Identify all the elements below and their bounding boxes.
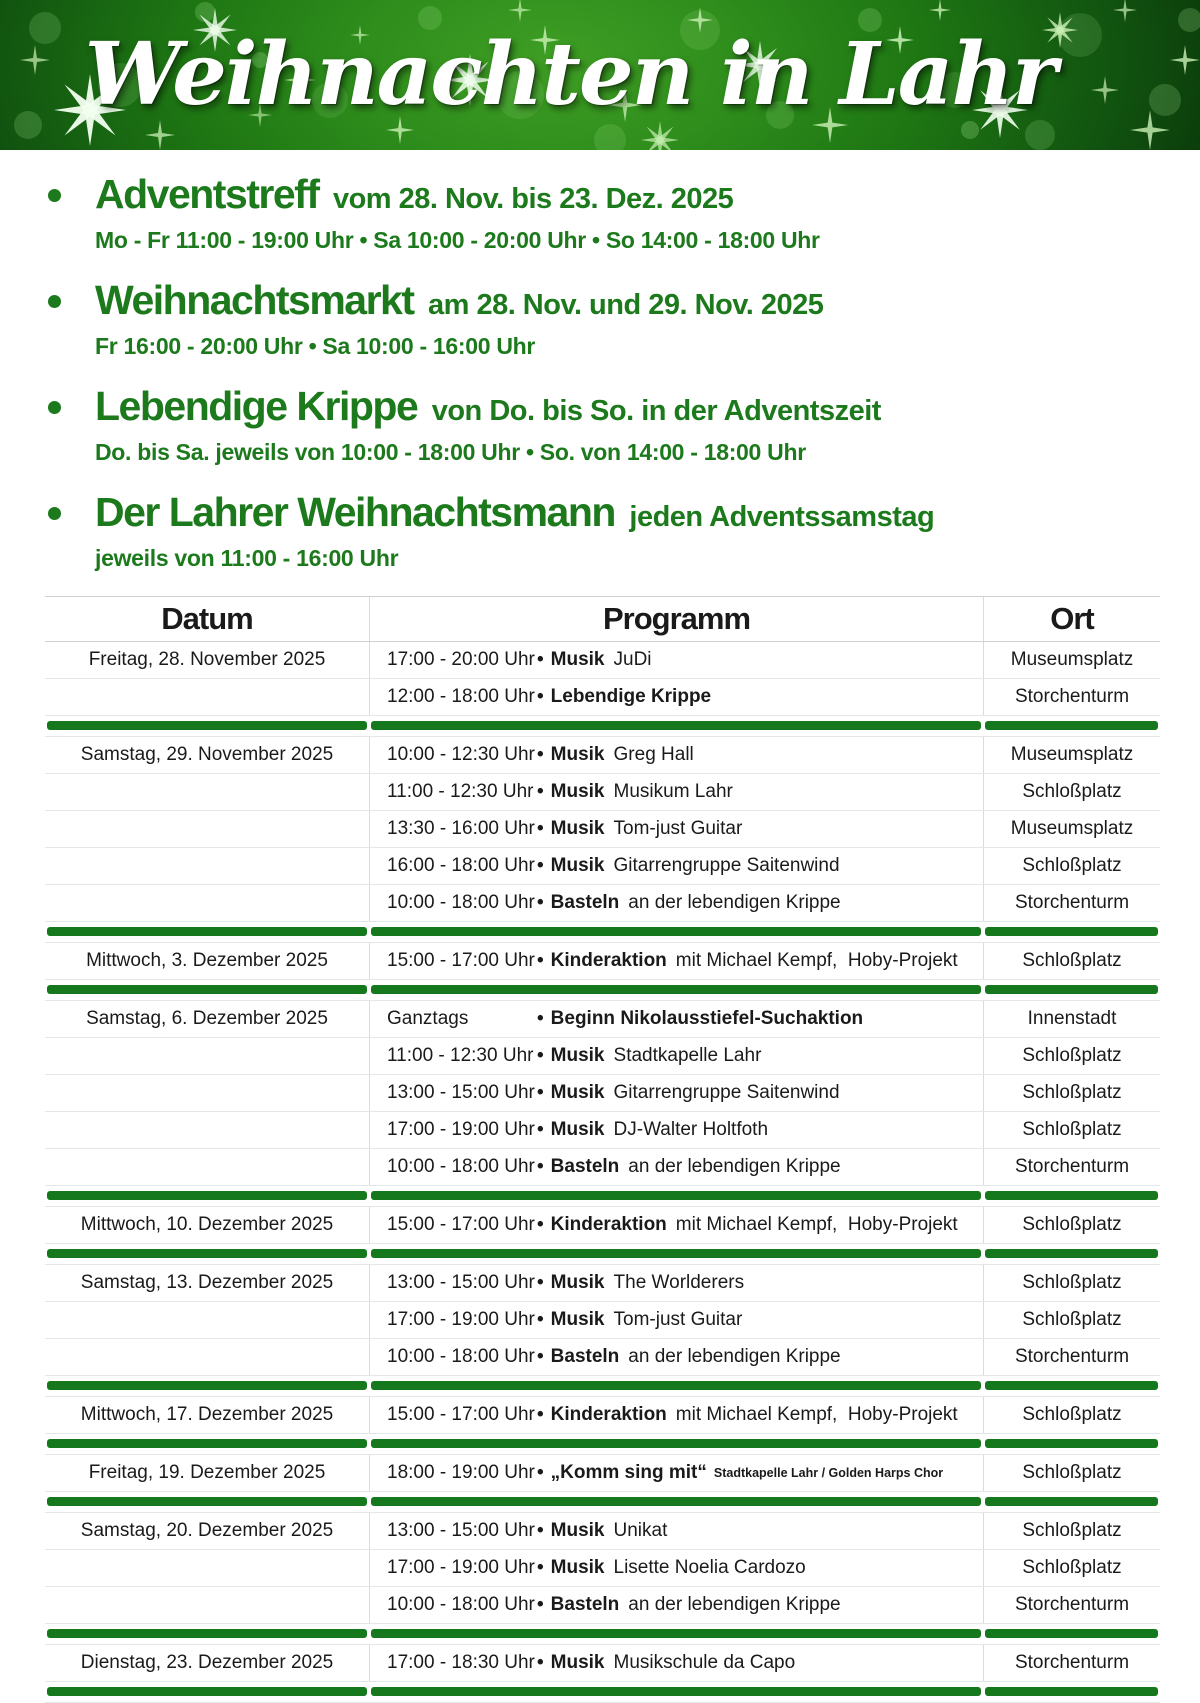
date-cell	[45, 774, 369, 810]
group-separator	[45, 922, 1160, 943]
program-time: 13:30 - 16:00 Uhr	[387, 818, 535, 839]
group-separator	[45, 1376, 1160, 1397]
event-subtitle: jeden Adventssamstag	[629, 501, 935, 533]
date-cell	[45, 885, 369, 921]
program-bullet-icon: •	[537, 1520, 544, 1541]
group-separator	[45, 1244, 1160, 1265]
table-row	[45, 774, 1160, 811]
separator-bar	[47, 1629, 367, 1638]
program-bullet-icon: •	[537, 1008, 544, 1029]
separator-bar	[371, 1249, 981, 1258]
program-time: 16:00 - 18:00 Uhr	[387, 855, 535, 876]
program-cell	[369, 1302, 983, 1338]
program-time: 18:00 - 19:00 Uhr	[387, 1462, 535, 1483]
date-cell	[45, 811, 369, 847]
program-cell	[369, 642, 983, 678]
program-label: Musik	[550, 1119, 605, 1140]
date-cell	[45, 1587, 369, 1623]
date-cell	[45, 1339, 369, 1375]
table-row	[45, 1265, 1160, 1302]
bullet-icon	[48, 507, 61, 520]
ort-cell: Storchenturm	[983, 1645, 1160, 1681]
table-row	[45, 737, 1160, 774]
program-detail: Lisette Noelia Cardozo	[613, 1557, 806, 1578]
program-cell	[369, 1397, 983, 1433]
date-cell: Mittwoch, 3. Dezember 2025	[86, 950, 328, 971]
program-cell	[369, 1339, 983, 1375]
bullet-icon	[48, 401, 61, 414]
program-detail: mit Michael Kempf, Hoby-Projekt	[675, 1404, 958, 1425]
group-separator	[45, 1682, 1160, 1703]
separator-bar	[985, 1439, 1158, 1448]
program-cell	[369, 848, 983, 884]
date-cell: Dienstag, 23. Dezember 2025	[80, 1652, 334, 1673]
separator-bar	[985, 927, 1158, 936]
ort-cell: Schloßplatz	[983, 1075, 1160, 1111]
program-cell	[369, 1550, 983, 1586]
separator-bar	[985, 1191, 1158, 1200]
date-cell: Mittwoch, 10. Dezember 2025	[80, 1214, 334, 1235]
program-bullet-icon: •	[537, 781, 544, 802]
program-time: 15:00 - 17:00 Uhr	[387, 1214, 535, 1235]
program-time: 13:00 - 15:00 Uhr	[387, 1520, 535, 1541]
event-title: Adventstreff	[95, 171, 319, 217]
table-row	[45, 1112, 1160, 1149]
program-detail: Musikschule da Capo	[613, 1652, 796, 1673]
ort-cell: Schloßplatz	[983, 848, 1160, 884]
table-row	[45, 1038, 1160, 1075]
program-time: 10:00 - 12:30 Uhr	[387, 744, 535, 765]
program-detail: Unikat	[613, 1520, 668, 1541]
program-label: Musik	[550, 818, 605, 839]
program-cell	[369, 1455, 983, 1491]
event-item	[48, 172, 1200, 254]
program-bullet-icon: •	[537, 855, 544, 876]
table-row	[45, 1302, 1160, 1339]
separator-bar	[47, 1687, 367, 1696]
table-row	[45, 943, 1160, 980]
program-label: Musik	[550, 1309, 605, 1330]
date-cell: Samstag, 6. Dezember 2025	[86, 1008, 328, 1029]
program-label: Beginn Nikolausstiefel-Suchaktion	[550, 1008, 864, 1029]
program-detail: Stadtkapelle Lahr	[613, 1045, 762, 1066]
table-row	[45, 1587, 1160, 1624]
separator-bar	[371, 1381, 981, 1390]
program-cell	[369, 1645, 983, 1681]
ort-cell: Schloßplatz	[983, 1455, 1160, 1491]
separator-bar	[985, 1497, 1158, 1506]
program-label: Basteln	[550, 892, 620, 913]
program-time: 10:00 - 18:00 Uhr	[387, 892, 535, 913]
ort-cell: Innenstadt	[983, 1001, 1160, 1037]
program-cell	[369, 1038, 983, 1074]
program-bullet-icon: •	[537, 892, 544, 913]
program-label: Musik	[550, 1272, 605, 1293]
group-separator	[45, 1434, 1160, 1455]
separator-bar	[47, 1439, 367, 1448]
program-cell	[369, 679, 983, 715]
separator-bar	[371, 1191, 981, 1200]
ort-cell: Schloßplatz	[983, 1397, 1160, 1433]
program-cell	[369, 1001, 983, 1037]
bokeh-dot	[1149, 84, 1181, 116]
table-row	[45, 642, 1160, 679]
program-time: 17:00 - 18:30 Uhr	[387, 1652, 535, 1673]
event-item	[48, 490, 1200, 572]
table-row	[45, 1455, 1160, 1492]
ort-cell: Museumsplatz	[983, 642, 1160, 678]
table-header-row	[45, 596, 1160, 642]
program-label: Kinderaktion	[550, 950, 667, 971]
program-detail: an der lebendigen Krippe	[628, 1346, 841, 1367]
header-programm: Programm	[369, 597, 983, 641]
program-bullet-icon: •	[537, 1404, 544, 1425]
program-time: 13:00 - 15:00 Uhr	[387, 1082, 535, 1103]
program-bullet-icon: •	[537, 1346, 544, 1367]
ort-cell: Museumsplatz	[983, 737, 1160, 773]
date-cell	[45, 1550, 369, 1586]
program-cell	[369, 811, 983, 847]
table-row	[45, 1339, 1160, 1376]
ort-cell: Schloßplatz	[983, 1550, 1160, 1586]
program-cell	[369, 885, 983, 921]
table-row	[45, 811, 1160, 848]
program-time: 17:00 - 20:00 Uhr	[387, 649, 535, 670]
ort-cell: Schloßplatz	[983, 774, 1160, 810]
program-detail: Gitarrengruppe Saitenwind	[613, 1082, 840, 1103]
program-time: 15:00 - 17:00 Uhr	[387, 950, 535, 971]
separator-bar	[985, 721, 1158, 730]
program-label: Musik	[550, 744, 605, 765]
program-detail: mit Michael Kempf, Hoby-Projekt	[675, 950, 958, 971]
events-list	[0, 150, 1200, 572]
program-detail: Greg Hall	[613, 744, 694, 765]
program-cell	[369, 1587, 983, 1623]
program-time: 17:00 - 19:00 Uhr	[387, 1119, 535, 1140]
program-label: Musik	[550, 1045, 605, 1066]
program-bullet-icon: •	[537, 1652, 544, 1673]
program-detail: an der lebendigen Krippe	[628, 1156, 841, 1177]
program-label: Musik	[550, 1652, 605, 1673]
separator-bar	[985, 1381, 1158, 1390]
event-title: Weihnachtsmarkt	[95, 277, 414, 323]
program-bullet-icon: •	[537, 1156, 544, 1177]
program-time: Ganztags	[387, 1008, 469, 1029]
banner	[0, 0, 1200, 150]
bullet-icon	[48, 295, 61, 308]
program-label: Basteln	[550, 1346, 620, 1367]
ort-cell: Storchenturm	[983, 1339, 1160, 1375]
program-bullet-icon: •	[537, 744, 544, 765]
event-times: Mo - Fr 11:00 - 19:00 Uhr • Sa 10:00 - 20:00 Uhr • So 14:00 - 18:00 Uhr	[95, 227, 820, 253]
program-bullet-icon: •	[537, 1309, 544, 1330]
table-row	[45, 1397, 1160, 1434]
date-cell: Freitag, 19. Dezember 2025	[88, 1462, 326, 1483]
program-label: „Komm sing mit“	[550, 1462, 707, 1483]
table-body	[45, 642, 1160, 1703]
program-cell	[369, 737, 983, 773]
program-label: Kinderaktion	[550, 1214, 667, 1235]
table-row	[45, 1075, 1160, 1112]
program-time: 15:00 - 17:00 Uhr	[387, 1404, 535, 1425]
header-datum: Datum	[161, 601, 253, 636]
group-separator	[45, 1186, 1160, 1207]
group-separator	[45, 1492, 1160, 1513]
schedule-table	[45, 596, 1160, 1703]
program-detail: The Worlderers	[613, 1272, 745, 1293]
program-bullet-icon: •	[537, 1119, 544, 1140]
ort-cell: Schloßplatz	[983, 1038, 1160, 1074]
ort-cell: Storchenturm	[983, 1149, 1160, 1185]
date-cell: Freitag, 28. November 2025	[88, 649, 326, 670]
program-label: Musik	[550, 855, 605, 876]
event-item	[48, 278, 1200, 360]
program-cell	[369, 1207, 983, 1243]
event-subtitle: vom 28. Nov. bis 23. Dez. 2025	[332, 183, 734, 215]
program-cell	[369, 1265, 983, 1301]
program-cell	[369, 1513, 983, 1549]
separator-bar	[47, 985, 367, 994]
program-label: Basteln	[550, 1156, 620, 1177]
ort-cell: Schloßplatz	[983, 1513, 1160, 1549]
event-title: Der Lahrer Weihnachtsmann	[95, 489, 615, 535]
program-detail: Gitarrengruppe Saitenwind	[613, 855, 840, 876]
event-subtitle: am 28. Nov. und 29. Nov. 2025	[427, 289, 824, 321]
event-times: Fr 16:00 - 20:00 Uhr • Sa 10:00 - 16:00 Uhr	[95, 333, 536, 359]
program-bullet-icon: •	[537, 818, 544, 839]
program-bullet-icon: •	[537, 1082, 544, 1103]
event-times: Do. bis Sa. jeweils von 10:00 - 18:00 Uhr • So. von 14:00 - 18:00 Uhr	[95, 439, 806, 465]
table-row	[45, 1645, 1160, 1682]
program-bullet-icon: •	[537, 1462, 544, 1483]
date-cell: Mittwoch, 17. Dezember 2025	[80, 1404, 334, 1425]
table-row	[45, 1550, 1160, 1587]
ort-cell: Schloßplatz	[983, 1112, 1160, 1148]
group-separator	[45, 980, 1160, 1001]
ort-cell: Storchenturm	[983, 885, 1160, 921]
page-title: Weihnachten in Lahr	[84, 24, 1056, 125]
program-time: 10:00 - 18:00 Uhr	[387, 1156, 535, 1177]
program-label: Kinderaktion	[550, 1404, 667, 1425]
program-time: 13:00 - 15:00 Uhr	[387, 1272, 535, 1293]
bokeh-dot	[1178, 8, 1200, 32]
program-bullet-icon: •	[537, 950, 544, 971]
event-title: Lebendige Krippe	[95, 383, 418, 429]
separator-bar	[371, 721, 981, 730]
separator-bar	[47, 1249, 367, 1258]
program-detail: an der lebendigen Krippe	[628, 1594, 841, 1615]
ort-cell: Storchenturm	[983, 679, 1160, 715]
group-separator	[45, 1624, 1160, 1645]
separator-bar	[371, 985, 981, 994]
program-label: Lebendige Krippe	[550, 686, 712, 707]
program-detail: mit Michael Kempf, Hoby-Projekt	[675, 1214, 958, 1235]
program-detail: Tom-just Guitar	[613, 1309, 743, 1330]
date-cell: Samstag, 29. November 2025	[80, 744, 334, 765]
table-row	[45, 1149, 1160, 1186]
bullet-icon	[48, 189, 61, 202]
ort-cell: Schloßplatz	[983, 943, 1160, 979]
separator-bar	[371, 1439, 981, 1448]
program-bullet-icon: •	[537, 686, 544, 707]
program-label: Musik	[550, 1082, 605, 1103]
ort-cell: Schloßplatz	[983, 1302, 1160, 1338]
program-bullet-icon: •	[537, 1214, 544, 1235]
program-detail: JuDi	[613, 649, 652, 670]
program-detail: Tom-just Guitar	[613, 818, 743, 839]
separator-bar	[371, 1629, 981, 1638]
ort-cell: Schloßplatz	[983, 1207, 1160, 1243]
program-label: Musik	[550, 649, 605, 670]
separator-bar	[47, 1497, 367, 1506]
ort-cell: Museumsplatz	[983, 811, 1160, 847]
program-time: 12:00 - 18:00 Uhr	[387, 686, 535, 707]
program-detail: DJ-Walter Holtfoth	[613, 1119, 769, 1140]
program-cell	[369, 1149, 983, 1185]
program-detail: an der lebendigen Krippe	[628, 892, 841, 913]
separator-bar	[47, 1381, 367, 1390]
program-label: Basteln	[550, 1594, 620, 1615]
table-row	[45, 1513, 1160, 1550]
date-cell	[45, 1075, 369, 1111]
event-times: jeweils von 11:00 - 16:00 Uhr	[95, 545, 399, 571]
program-bullet-icon: •	[537, 1045, 544, 1066]
table-row	[45, 848, 1160, 885]
date-cell	[45, 1038, 369, 1074]
separator-bar	[47, 927, 367, 936]
header-ort: Ort	[983, 597, 1160, 641]
separator-bar	[985, 1249, 1158, 1258]
table-row	[45, 1001, 1160, 1038]
event-item	[48, 384, 1200, 466]
separator-bar	[371, 1687, 981, 1696]
separator-bar	[47, 721, 367, 730]
program-cell	[369, 943, 983, 979]
date-cell: Samstag, 13. Dezember 2025	[80, 1272, 334, 1293]
separator-bar	[47, 1191, 367, 1200]
program-time: 10:00 - 18:00 Uhr	[387, 1594, 535, 1615]
date-cell	[45, 679, 369, 715]
event-subtitle: von Do. bis So. in der Adventszeit	[431, 395, 881, 427]
separator-bar	[985, 1687, 1158, 1696]
separator-bar	[985, 985, 1158, 994]
program-bullet-icon: •	[537, 1272, 544, 1293]
program-label: Musik	[550, 781, 605, 802]
date-cell	[45, 1149, 369, 1185]
program-cell	[369, 1075, 983, 1111]
ort-cell: Schloßplatz	[983, 1265, 1160, 1301]
table-row	[45, 1207, 1160, 1244]
program-time: 11:00 - 12:30 Uhr	[387, 1045, 534, 1066]
program-time: 10:00 - 18:00 Uhr	[387, 1346, 535, 1367]
program-time: 11:00 - 12:30 Uhr	[387, 781, 534, 802]
separator-bar	[371, 1497, 981, 1506]
program-time: 17:00 - 19:00 Uhr	[387, 1557, 535, 1578]
program-bullet-icon: •	[537, 1557, 544, 1578]
table-row	[45, 679, 1160, 716]
ort-cell: Storchenturm	[983, 1587, 1160, 1623]
table-row	[45, 885, 1160, 922]
date-cell	[45, 1302, 369, 1338]
program-cell	[369, 1112, 983, 1148]
program-bullet-icon: •	[537, 649, 544, 670]
program-detail: Musikum Lahr	[613, 781, 733, 802]
program-label: Musik	[550, 1557, 605, 1578]
program-time: 17:00 - 19:00 Uhr	[387, 1309, 535, 1330]
sparkle-icon	[1170, 45, 1200, 75]
date-cell	[45, 1112, 369, 1148]
program-bullet-icon: •	[537, 1594, 544, 1615]
separator-bar	[371, 927, 981, 936]
group-separator	[45, 716, 1160, 737]
program-note: Stadtkapelle Lahr / Golden Harps Chor	[713, 1466, 944, 1480]
date-cell: Samstag, 20. Dezember 2025	[80, 1520, 334, 1541]
date-cell	[45, 848, 369, 884]
program-cell	[369, 774, 983, 810]
program-label: Musik	[550, 1520, 605, 1541]
separator-bar	[985, 1629, 1158, 1638]
